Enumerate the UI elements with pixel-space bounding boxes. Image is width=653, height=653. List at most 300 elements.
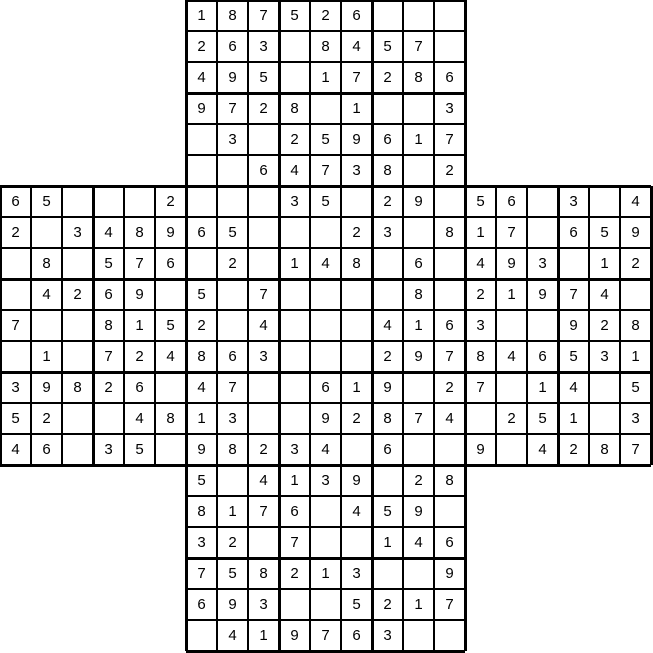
sudoku-cell-filled[interactable]: 2 <box>434 155 465 186</box>
sudoku-cell-filled[interactable]: 4 <box>310 248 341 279</box>
sudoku-cell-filled[interactable]: 3 <box>279 186 310 217</box>
sudoku-cell-empty[interactable] <box>527 217 558 248</box>
sudoku-cell-filled[interactable]: 4 <box>558 372 589 403</box>
sudoku-cell-filled[interactable]: 9 <box>496 248 527 279</box>
sudoku-cell-empty[interactable] <box>341 279 372 310</box>
sudoku-cell-filled[interactable]: 6 <box>434 310 465 341</box>
sudoku-cell-filled[interactable]: 8 <box>155 403 186 434</box>
sudoku-cell-filled[interactable]: 5 <box>527 403 558 434</box>
sudoku-cell-empty[interactable] <box>372 248 403 279</box>
sudoku-cell-filled[interactable]: 1 <box>186 403 217 434</box>
sudoku-cell-filled[interactable]: 2 <box>372 341 403 372</box>
sudoku-cell-filled[interactable]: 2 <box>465 279 496 310</box>
sudoku-cell-filled[interactable]: 5 <box>279 0 310 31</box>
sudoku-cell-filled[interactable]: 8 <box>217 0 248 31</box>
sudoku-cell-filled[interactable]: 6 <box>155 248 186 279</box>
sudoku-cell-filled[interactable]: 8 <box>403 279 434 310</box>
sudoku-cell-empty[interactable] <box>31 217 62 248</box>
sudoku-cell-filled[interactable]: 3 <box>248 31 279 62</box>
sudoku-cell-filled[interactable]: 7 <box>0 310 31 341</box>
sudoku-cell-empty[interactable] <box>465 403 496 434</box>
sudoku-cell-filled[interactable]: 9 <box>186 93 217 124</box>
sudoku-cell-filled[interactable]: 7 <box>279 527 310 558</box>
sudoku-cell-filled[interactable]: 9 <box>527 279 558 310</box>
sudoku-cell-filled[interactable]: 8 <box>279 93 310 124</box>
sudoku-cell-filled[interactable]: 6 <box>0 186 31 217</box>
sudoku-cell-filled[interactable]: 5 <box>93 248 124 279</box>
sudoku-cell-empty[interactable] <box>403 217 434 248</box>
sudoku-cell-filled[interactable]: 8 <box>310 31 341 62</box>
sudoku-cell-filled[interactable]: 2 <box>310 0 341 31</box>
sudoku-cell-filled[interactable]: 5 <box>310 186 341 217</box>
sudoku-cell-filled[interactable]: 1 <box>589 248 620 279</box>
sudoku-cell-filled[interactable]: 2 <box>124 341 155 372</box>
sudoku-cell-filled[interactable]: 9 <box>124 279 155 310</box>
sudoku-cell-filled[interactable]: 1 <box>124 310 155 341</box>
sudoku-cell-filled[interactable]: 7 <box>434 341 465 372</box>
sudoku-cell-filled[interactable]: 4 <box>217 620 248 651</box>
sudoku-cell-filled[interactable]: 6 <box>248 155 279 186</box>
sudoku-cell-filled[interactable]: 4 <box>186 62 217 93</box>
sudoku-cell-filled[interactable]: 3 <box>341 155 372 186</box>
sudoku-cell-filled[interactable]: 3 <box>341 558 372 589</box>
sudoku-cell-empty[interactable] <box>403 93 434 124</box>
sudoku-cell-empty[interactable] <box>496 310 527 341</box>
sudoku-cell-empty[interactable] <box>372 93 403 124</box>
sudoku-cell-empty[interactable] <box>279 62 310 93</box>
sudoku-cell-empty[interactable] <box>620 279 651 310</box>
sudoku-cell-filled[interactable]: 8 <box>93 310 124 341</box>
sudoku-cell-filled[interactable]: 7 <box>434 589 465 620</box>
sudoku-cell-empty[interactable] <box>31 310 62 341</box>
sudoku-cell-empty[interactable] <box>248 217 279 248</box>
sudoku-cell-filled[interactable]: 1 <box>248 620 279 651</box>
sudoku-cell-filled[interactable]: 8 <box>620 310 651 341</box>
sudoku-cell-filled[interactable]: 5 <box>310 124 341 155</box>
sudoku-cell-filled[interactable]: 4 <box>434 403 465 434</box>
sudoku-cell-filled[interactable]: 4 <box>465 248 496 279</box>
sudoku-cell-empty[interactable] <box>186 124 217 155</box>
sudoku-cell-empty[interactable] <box>248 372 279 403</box>
sudoku-cell-empty[interactable] <box>62 186 93 217</box>
sudoku-cell-empty[interactable] <box>186 155 217 186</box>
sudoku-cell-empty[interactable] <box>310 527 341 558</box>
sudoku-cell-empty[interactable] <box>341 434 372 465</box>
sudoku-cell-filled[interactable]: 1 <box>279 465 310 496</box>
sudoku-cell-filled[interactable]: 3 <box>372 217 403 248</box>
sudoku-cell-filled[interactable]: 6 <box>372 124 403 155</box>
sudoku-cell-filled[interactable]: 3 <box>186 527 217 558</box>
sudoku-cell-filled[interactable]: 9 <box>217 589 248 620</box>
sudoku-cell-filled[interactable]: 4 <box>0 434 31 465</box>
sudoku-cell-filled[interactable]: 1 <box>279 248 310 279</box>
sudoku-cell-empty[interactable] <box>93 403 124 434</box>
sudoku-cell-empty[interactable] <box>217 465 248 496</box>
sudoku-cell-filled[interactable]: 9 <box>310 403 341 434</box>
sudoku-cell-filled[interactable]: 4 <box>248 310 279 341</box>
sudoku-cell-empty[interactable] <box>434 620 465 651</box>
sudoku-cell-filled[interactable]: 7 <box>217 93 248 124</box>
sudoku-cell-empty[interactable] <box>0 279 31 310</box>
sudoku-cell-filled[interactable]: 1 <box>620 341 651 372</box>
sudoku-cell-filled[interactable]: 9 <box>279 620 310 651</box>
sudoku-cell-filled[interactable]: 9 <box>403 341 434 372</box>
sudoku-cell-filled[interactable]: 2 <box>589 310 620 341</box>
sudoku-cell-filled[interactable]: 2 <box>217 527 248 558</box>
sudoku-cell-filled[interactable]: 7 <box>620 434 651 465</box>
sudoku-cell-empty[interactable] <box>496 372 527 403</box>
sudoku-cell-filled[interactable]: 4 <box>372 310 403 341</box>
sudoku-cell-empty[interactable] <box>341 341 372 372</box>
sudoku-cell-empty[interactable] <box>186 248 217 279</box>
sudoku-cell-filled[interactable]: 7 <box>434 124 465 155</box>
sudoku-cell-empty[interactable] <box>496 434 527 465</box>
sudoku-cell-filled[interactable]: 1 <box>527 372 558 403</box>
sudoku-cell-filled[interactable]: 5 <box>372 496 403 527</box>
sudoku-cell-filled[interactable]: 8 <box>186 496 217 527</box>
sudoku-cell-filled[interactable]: 8 <box>465 341 496 372</box>
sudoku-cell-filled[interactable]: 9 <box>372 372 403 403</box>
sudoku-cell-filled[interactable]: 3 <box>310 465 341 496</box>
sudoku-cell-empty[interactable] <box>217 310 248 341</box>
sudoku-cell-empty[interactable] <box>310 310 341 341</box>
sudoku-cell-filled[interactable]: 8 <box>248 558 279 589</box>
sudoku-cell-filled[interactable]: 4 <box>248 465 279 496</box>
sudoku-cell-filled[interactable]: 5 <box>186 279 217 310</box>
sudoku-cell-filled[interactable]: 1 <box>310 62 341 93</box>
sudoku-cell-empty[interactable] <box>403 434 434 465</box>
sudoku-cell-filled[interactable]: 7 <box>403 403 434 434</box>
sudoku-cell-filled[interactable]: 5 <box>155 310 186 341</box>
sudoku-cell-filled[interactable]: 5 <box>372 31 403 62</box>
sudoku-cell-empty[interactable] <box>403 155 434 186</box>
sudoku-cell-filled[interactable]: 6 <box>186 217 217 248</box>
sudoku-cell-filled[interactable]: 7 <box>558 279 589 310</box>
sudoku-cell-empty[interactable] <box>62 403 93 434</box>
sudoku-cell-filled[interactable]: 2 <box>372 186 403 217</box>
sudoku-cell-filled[interactable]: 2 <box>186 31 217 62</box>
sudoku-cell-filled[interactable]: 9 <box>434 558 465 589</box>
sudoku-cell-filled[interactable]: 6 <box>341 0 372 31</box>
sudoku-cell-empty[interactable] <box>434 31 465 62</box>
sudoku-cell-empty[interactable] <box>403 620 434 651</box>
sudoku-cell-filled[interactable]: 6 <box>93 279 124 310</box>
sudoku-cell-filled[interactable]: 4 <box>589 279 620 310</box>
grid-divider-horizontal <box>186 464 465 467</box>
sudoku-cell-filled[interactable]: 3 <box>620 403 651 434</box>
sudoku-cell-filled[interactable]: 9 <box>403 496 434 527</box>
sudoku-cell-filled[interactable]: 4 <box>496 341 527 372</box>
sudoku-cell-empty[interactable] <box>434 279 465 310</box>
sudoku-cell-filled[interactable]: 5 <box>558 341 589 372</box>
sudoku-cell-filled[interactable]: 9 <box>217 62 248 93</box>
sudoku-cell-filled[interactable]: 5 <box>217 558 248 589</box>
sudoku-cell-filled[interactable]: 6 <box>434 527 465 558</box>
sudoku-cell-filled[interactable]: 2 <box>248 93 279 124</box>
sudoku-cell-empty[interactable] <box>403 0 434 31</box>
sudoku-cell-filled[interactable]: 3 <box>434 93 465 124</box>
sudoku-cell-filled[interactable]: 3 <box>93 434 124 465</box>
sudoku-cell-filled[interactable]: 9 <box>341 124 372 155</box>
sudoku-cell-empty[interactable] <box>248 403 279 434</box>
sudoku-cell-filled[interactable]: 8 <box>341 248 372 279</box>
sudoku-cell-filled[interactable]: 6 <box>186 589 217 620</box>
sudoku-cell-empty[interactable] <box>155 434 186 465</box>
sudoku-cell-filled[interactable]: 2 <box>496 403 527 434</box>
sudoku-cell-filled[interactable]: 3 <box>0 372 31 403</box>
sudoku-cell-filled[interactable]: 2 <box>31 403 62 434</box>
sudoku-cell-filled[interactable]: 2 <box>341 403 372 434</box>
sudoku-cell-filled[interactable]: 5 <box>0 403 31 434</box>
sudoku-cell-filled[interactable]: 8 <box>372 155 403 186</box>
sudoku-cell-filled[interactable]: 4 <box>310 434 341 465</box>
sudoku-cell-empty[interactable] <box>0 341 31 372</box>
sudoku-cell-empty[interactable] <box>62 341 93 372</box>
sudoku-cell-filled[interactable]: 2 <box>279 124 310 155</box>
sudoku-cell-empty[interactable] <box>279 372 310 403</box>
sudoku-cell-filled[interactable]: 8 <box>217 434 248 465</box>
sudoku-cell-filled[interactable]: 7 <box>186 558 217 589</box>
sudoku-cell-filled[interactable]: 8 <box>403 62 434 93</box>
sudoku-cell-filled[interactable]: 1 <box>341 372 372 403</box>
sudoku-cell-empty[interactable] <box>93 186 124 217</box>
sudoku-cell-filled[interactable]: 9 <box>620 217 651 248</box>
sudoku-cell-filled[interactable]: 8 <box>434 217 465 248</box>
sudoku-cell-filled[interactable]: 7 <box>341 62 372 93</box>
sudoku-cell-filled[interactable]: 1 <box>31 341 62 372</box>
sudoku-cell-empty[interactable] <box>589 186 620 217</box>
sudoku-cell-filled[interactable]: 9 <box>465 434 496 465</box>
sudoku-cell-filled[interactable]: 2 <box>558 434 589 465</box>
grid-divider-horizontal <box>186 371 465 374</box>
sudoku-cell-filled[interactable]: 1 <box>403 310 434 341</box>
sudoku-cell-empty[interactable] <box>589 403 620 434</box>
sudoku-cell-filled[interactable]: 2 <box>279 558 310 589</box>
sudoku-cell-filled[interactable]: 3 <box>527 248 558 279</box>
sudoku-cell-empty[interactable] <box>403 558 434 589</box>
sudoku-cell-filled[interactable]: 5 <box>186 465 217 496</box>
sudoku-cell-filled[interactable]: 2 <box>155 186 186 217</box>
sudoku-cell-empty[interactable] <box>217 186 248 217</box>
sudoku-cell-filled[interactable]: 2 <box>620 248 651 279</box>
sudoku-cell-filled[interactable]: 5 <box>465 186 496 217</box>
sudoku-cell-empty[interactable] <box>279 403 310 434</box>
sudoku-cell-filled[interactable]: 5 <box>341 589 372 620</box>
sudoku-cell-filled[interactable]: 5 <box>217 217 248 248</box>
sudoku-cell-empty[interactable] <box>279 589 310 620</box>
sudoku-cell-empty[interactable] <box>434 0 465 31</box>
sudoku-cell-filled[interactable]: 1 <box>310 558 341 589</box>
sudoku-cell-filled[interactable]: 6 <box>403 248 434 279</box>
sudoku-cell-filled[interactable]: 4 <box>124 403 155 434</box>
sudoku-cell-empty[interactable] <box>310 496 341 527</box>
sudoku-cell-filled[interactable]: 3 <box>217 124 248 155</box>
sudoku-cell-filled[interactable]: 3 <box>372 620 403 651</box>
sudoku-cell-empty[interactable] <box>62 310 93 341</box>
sudoku-cell-filled[interactable]: 4 <box>279 155 310 186</box>
sudoku-cell-empty[interactable] <box>558 248 589 279</box>
sudoku-cell-filled[interactable]: 3 <box>217 403 248 434</box>
sudoku-cell-filled[interactable]: 9 <box>186 434 217 465</box>
sudoku-cell-empty[interactable] <box>372 465 403 496</box>
sudoku-cell-filled[interactable]: 4 <box>527 434 558 465</box>
sudoku-cell-filled[interactable]: 8 <box>62 372 93 403</box>
sudoku-cell-filled[interactable]: 1 <box>465 217 496 248</box>
sudoku-cell-filled[interactable]: 9 <box>558 310 589 341</box>
sudoku-cell-filled[interactable]: 9 <box>403 186 434 217</box>
sudoku-cell-empty[interactable] <box>434 496 465 527</box>
sudoku-cell-filled[interactable]: 4 <box>620 186 651 217</box>
sudoku-cell-filled[interactable]: 2 <box>186 310 217 341</box>
sudoku-cell-filled[interactable]: 2 <box>248 434 279 465</box>
sudoku-cell-filled[interactable]: 1 <box>341 93 372 124</box>
sudoku-cell-empty[interactable] <box>217 279 248 310</box>
sudoku-cell-empty[interactable] <box>434 248 465 279</box>
sudoku-cell-filled[interactable]: 7 <box>248 279 279 310</box>
sudoku-cell-empty[interactable] <box>372 558 403 589</box>
sudoku-cell-empty[interactable] <box>527 186 558 217</box>
sudoku-cell-filled[interactable]: 6 <box>310 372 341 403</box>
sudoku-cell-empty[interactable] <box>527 310 558 341</box>
sudoku-cell-filled[interactable]: 7 <box>124 248 155 279</box>
sudoku-cell-filled[interactable]: 7 <box>217 372 248 403</box>
sudoku-cell-filled[interactable]: 2 <box>341 217 372 248</box>
sudoku-cell-empty[interactable] <box>155 372 186 403</box>
sudoku-cell-empty[interactable] <box>248 124 279 155</box>
sudoku-cell-empty[interactable] <box>310 279 341 310</box>
sudoku-cell-filled[interactable]: 7 <box>465 372 496 403</box>
sudoku-cell-empty[interactable] <box>279 310 310 341</box>
sudoku-cell-filled[interactable]: 6 <box>341 620 372 651</box>
sudoku-cell-empty[interactable] <box>62 434 93 465</box>
sudoku-cell-filled[interactable]: 7 <box>248 496 279 527</box>
sudoku-cell-empty[interactable] <box>279 341 310 372</box>
sudoku-cell-filled[interactable]: 1 <box>403 124 434 155</box>
sudoku-cell-empty[interactable] <box>155 279 186 310</box>
sudoku-cell-filled[interactable]: 2 <box>217 248 248 279</box>
sudoku-cell-filled[interactable]: 2 <box>62 279 93 310</box>
sudoku-cell-filled[interactable]: 2 <box>93 372 124 403</box>
sudoku-cell-filled[interactable]: 4 <box>186 372 217 403</box>
sudoku-cell-filled[interactable]: 6 <box>558 217 589 248</box>
sudoku-cell-empty[interactable] <box>434 434 465 465</box>
sudoku-cell-empty[interactable] <box>217 155 248 186</box>
sudoku-cell-empty[interactable] <box>248 248 279 279</box>
sudoku-cell-empty[interactable] <box>186 186 217 217</box>
sudoku-cell-filled[interactable]: 8 <box>372 403 403 434</box>
sudoku-cell-empty[interactable] <box>248 527 279 558</box>
sudoku-cell-empty[interactable] <box>0 248 31 279</box>
sudoku-cell-filled[interactable]: 3 <box>465 310 496 341</box>
sudoku-cell-filled[interactable]: 5 <box>620 372 651 403</box>
sudoku-cell-filled[interactable]: 6 <box>372 434 403 465</box>
grid-divider-horizontal <box>186 650 465 653</box>
sudoku-cell-empty[interactable] <box>341 527 372 558</box>
sudoku-cell-filled[interactable]: 6 <box>496 186 527 217</box>
sudoku-cell-filled[interactable]: 2 <box>372 589 403 620</box>
sudoku-cell-empty[interactable] <box>124 186 155 217</box>
sudoku-cell-empty[interactable] <box>372 0 403 31</box>
sudoku-cell-filled[interactable]: 9 <box>341 465 372 496</box>
sudoku-cell-filled[interactable]: 5 <box>248 62 279 93</box>
sudoku-cell-filled[interactable]: 3 <box>558 186 589 217</box>
sudoku-cell-filled[interactable]: 9 <box>31 372 62 403</box>
sudoku-cell-empty[interactable] <box>589 372 620 403</box>
sudoku-cell-filled[interactable]: 8 <box>31 248 62 279</box>
sudoku-cell-filled[interactable]: 8 <box>434 465 465 496</box>
sudoku-cell-filled[interactable]: 4 <box>341 31 372 62</box>
sudoku-cell-empty[interactable] <box>434 186 465 217</box>
sudoku-cell-filled[interactable]: 1 <box>558 403 589 434</box>
sudoku-cell-filled[interactable]: 2 <box>434 372 465 403</box>
sudoku-cell-filled[interactable]: 6 <box>217 341 248 372</box>
sudoku-cell-filled[interactable]: 6 <box>527 341 558 372</box>
sudoku-cell-filled[interactable]: 2 <box>403 465 434 496</box>
sudoku-cell-empty[interactable] <box>341 310 372 341</box>
sudoku-cell-filled[interactable]: 6 <box>434 62 465 93</box>
sudoku-cell-filled[interactable]: 4 <box>341 496 372 527</box>
sudoku-cell-filled[interactable]: 6 <box>279 496 310 527</box>
sudoku-cell-empty[interactable] <box>186 620 217 651</box>
sudoku-cell-filled[interactable]: 2 <box>372 62 403 93</box>
sudoku-cell-filled[interactable]: 7 <box>310 620 341 651</box>
sudoku-cell-filled[interactable]: 8 <box>124 217 155 248</box>
sudoku-cell-filled[interactable]: 7 <box>93 341 124 372</box>
sudoku-cell-filled[interactable]: 1 <box>217 496 248 527</box>
sudoku-cell-filled[interactable]: 3 <box>589 341 620 372</box>
sudoku-cell-filled[interactable]: 8 <box>589 434 620 465</box>
sudoku-cell-filled[interactable]: 1 <box>496 279 527 310</box>
sudoku-cell-empty[interactable] <box>310 93 341 124</box>
sudoku-cell-filled[interactable]: 6 <box>217 31 248 62</box>
sudoku-cell-filled[interactable]: 7 <box>403 31 434 62</box>
sudoku-cell-filled[interactable]: 7 <box>248 0 279 31</box>
sudoku-cell-filled[interactable]: 6 <box>31 434 62 465</box>
sudoku-cell-filled[interactable]: 4 <box>403 527 434 558</box>
sudoku-cell-empty[interactable] <box>341 186 372 217</box>
sudoku-cell-empty[interactable] <box>248 186 279 217</box>
sudoku-cell-empty[interactable] <box>310 341 341 372</box>
sudoku-cell-empty[interactable] <box>62 248 93 279</box>
sudoku-cell-filled[interactable]: 6 <box>124 372 155 403</box>
sudoku-cell-filled[interactable]: 1 <box>186 0 217 31</box>
sudoku-cell-empty[interactable] <box>279 217 310 248</box>
sudoku-cell-filled[interactable]: 5 <box>31 186 62 217</box>
sudoku-cell-filled[interactable]: 5 <box>124 434 155 465</box>
sudoku-cell-filled[interactable]: 7 <box>310 155 341 186</box>
sudoku-cell-empty[interactable] <box>403 372 434 403</box>
sudoku-cell-filled[interactable]: 3 <box>248 341 279 372</box>
sudoku-cell-empty[interactable] <box>310 589 341 620</box>
sudoku-cell-filled[interactable]: 7 <box>496 217 527 248</box>
sudoku-cell-empty[interactable] <box>279 31 310 62</box>
sudoku-cell-empty[interactable] <box>310 217 341 248</box>
sudoku-cell-filled[interactable]: 3 <box>279 434 310 465</box>
sudoku-cell-filled[interactable]: 4 <box>93 217 124 248</box>
sudoku-cell-filled[interactable]: 5 <box>589 217 620 248</box>
sudoku-cell-filled[interactable]: 3 <box>62 217 93 248</box>
sudoku-cell-filled[interactable]: 8 <box>186 341 217 372</box>
sudoku-cell-empty[interactable] <box>279 279 310 310</box>
sudoku-cell-filled[interactable]: 4 <box>31 279 62 310</box>
sudoku-cell-filled[interactable]: 4 <box>155 341 186 372</box>
sudoku-cell-filled[interactable]: 2 <box>0 217 31 248</box>
sudoku-cell-filled[interactable]: 1 <box>403 589 434 620</box>
sudoku-cell-empty[interactable] <box>372 279 403 310</box>
sudoku-cell-filled[interactable]: 1 <box>372 527 403 558</box>
sudoku-cell-filled[interactable]: 9 <box>155 217 186 248</box>
sudoku-cell-filled[interactable]: 3 <box>248 589 279 620</box>
